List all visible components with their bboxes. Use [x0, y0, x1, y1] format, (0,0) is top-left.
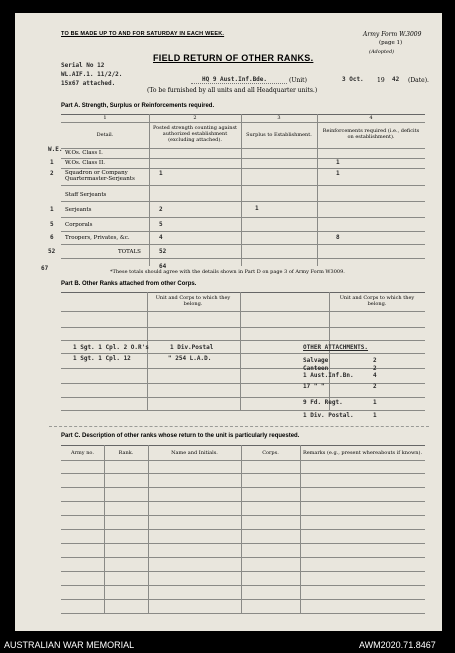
- footer-accession-number: AWM2020.71.8467: [359, 640, 436, 650]
- year-value: 42: [392, 76, 400, 83]
- other-attachment-6-label: 1 Div. Postal.: [303, 412, 354, 419]
- other-attachment-2-label: Canteen: [303, 365, 329, 372]
- other-attachment-6-count: 1: [373, 412, 377, 419]
- reinf-cqms: 1: [336, 170, 340, 177]
- page-number: (page 1): [379, 40, 403, 46]
- part-b-entry-1-unit: 1 Div.Postal: [170, 344, 214, 351]
- other-attachment-5-count: 1: [373, 399, 377, 406]
- part-b-title: Part B. Other Ranks attached from other Corps.: [61, 281, 197, 287]
- part-b-col-header-right: Unit and Corps to which they belong.: [339, 295, 415, 307]
- posted-cqms: 1: [159, 170, 163, 177]
- posted-below-total: 64: [159, 263, 167, 270]
- part-c-col-name: Name and Initials.: [171, 450, 218, 456]
- serial-number: Serial No 12: [61, 62, 105, 69]
- detail-corporals: Corporals: [65, 222, 93, 228]
- margin-we-label: W.E.: [48, 146, 63, 153]
- col-number-4: 4: [369, 115, 373, 121]
- part-b-entry-1-ranks: 1 Sgt. 1 Cpl. 2 O.R's: [73, 344, 149, 351]
- detail-wo-class-1: W.Os. Class I.: [65, 150, 103, 156]
- totals-label: TOTALS: [118, 249, 141, 255]
- detail-wo-class-2: W.Os. Class II.: [65, 160, 106, 166]
- other-attachments-title: OTHER ATTACHMENTS.: [303, 344, 369, 351]
- other-attachment-4-label: 17 " ": [303, 383, 325, 390]
- margin-serjeants: 1: [50, 206, 54, 213]
- other-attachment-3-count: 4: [373, 372, 377, 379]
- adopted-note: (Adopted): [369, 49, 395, 55]
- margin-below-total: 67: [41, 265, 49, 272]
- year-prefix: 19: [377, 77, 385, 84]
- col-header-detail: Detail.: [96, 132, 114, 138]
- part-b-col-header-left: Unit and Corps to which they belong.: [155, 295, 231, 307]
- col-number-3: 3: [277, 115, 281, 121]
- col-number-1: 1: [103, 115, 107, 121]
- reinf-troopers: 8: [336, 234, 340, 241]
- reference-number: WL.AIF.1. 11/2/2.: [61, 71, 123, 78]
- margin-troopers: 6: [50, 234, 54, 241]
- part-b-entry-2-unit: " 254 L.A.D.: [168, 355, 212, 362]
- part-c-col-remarks: Remarks (e.g., present whereabouts if known).: [302, 450, 423, 456]
- detail-staff-serjeants: Staff Serjeants: [65, 192, 107, 198]
- attached-count: 15x67 attached.: [61, 80, 116, 87]
- date-label: (Date).: [408, 77, 429, 84]
- detail-cqms: Squadron or Company Quartermaster-Serjeants: [65, 170, 135, 182]
- army-form-number: Army Form W.3009: [363, 31, 422, 38]
- other-attachment-1-count: 2: [373, 357, 377, 364]
- unit-dotted-line: [191, 83, 287, 84]
- footer-credit: AUSTRALIAN WAR MEMORIAL: [4, 640, 135, 650]
- other-attachment-1-label: Salvage: [303, 357, 329, 364]
- col-header-surplus: Surplus to Establishment.: [246, 132, 312, 138]
- margin-total: 52: [48, 248, 56, 255]
- margin-corporals: 5: [50, 221, 54, 228]
- part-b-entry-2-ranks: 1 Sgt. 1 Cpl. 12: [73, 355, 131, 362]
- part-c-col-corps: Corps.: [262, 450, 279, 456]
- posted-corporals: 5: [159, 221, 163, 228]
- surplus-serjeants: 1: [255, 205, 259, 212]
- top-note: TO BE MADE UP TO AND FOR SATURDAY IN EACH WEEK.: [61, 31, 225, 37]
- posted-serjeants: 2: [159, 206, 163, 213]
- col-header-posted: Posted strength counting against authorized establishment (excluding attached).: [152, 125, 238, 143]
- posted-troopers: 4: [159, 234, 163, 241]
- furnished-note: (To be furnished by all units and all Headquarter units.): [147, 87, 318, 94]
- unit-label: (Unit): [289, 77, 307, 84]
- part-c-col-rank: Rank.: [118, 450, 134, 456]
- form-title: FIELD RETURN OF OTHER RANKS.: [153, 53, 314, 63]
- col-number-2: 2: [193, 115, 197, 121]
- part-a-footnote: *These totals should agree with the details shown in Part D on page 3 of Army Form W3009.: [110, 269, 345, 275]
- other-attachment-2-count: 2: [373, 365, 377, 372]
- unit-value: HQ 9 Aust.Inf.Bde.: [202, 76, 268, 83]
- part-a-title: Part A. Strength, Surplus or Reinforcements required.: [61, 103, 215, 109]
- other-attachment-4-count: 2: [373, 383, 377, 390]
- margin-cqms: 2: [50, 170, 54, 177]
- reinf-wo-class-2: 1: [336, 159, 340, 166]
- detail-troopers: Troopers, Privates, &c.: [65, 235, 130, 241]
- part-c-col-army-no: Army no.: [71, 450, 94, 456]
- date-value: 3 Oct.: [342, 76, 364, 83]
- posted-total: 52: [159, 248, 167, 255]
- margin-wo-class-2: 1: [50, 159, 54, 166]
- detail-serjeants: Serjeants: [65, 207, 92, 213]
- other-attachment-5-label: 9 Fd. Regt.: [303, 399, 343, 406]
- part-c-title: Part C. Description of other ranks whose return to the unit is particularly requested.: [61, 433, 300, 439]
- col-header-reinforcements: Reinforcements required (i.e., deficits on establishment).: [322, 128, 420, 140]
- form-sheet: [15, 13, 442, 631]
- other-attachment-3-label: 1 Aust.Inf.Bn.: [303, 372, 354, 379]
